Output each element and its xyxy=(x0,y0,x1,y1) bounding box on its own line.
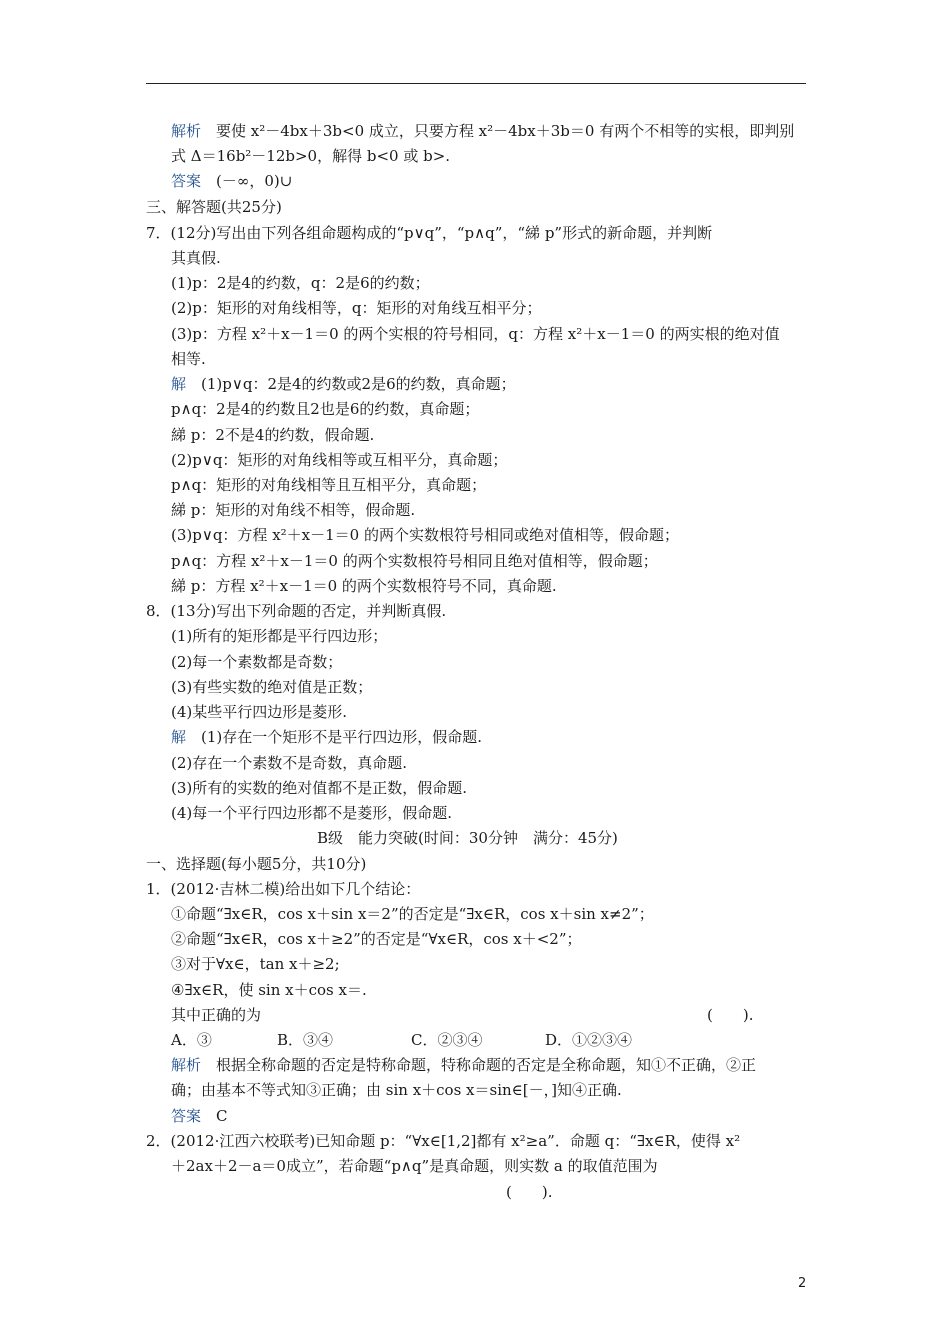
text-line xyxy=(171,298,541,318)
line-text: 要使 x²－4bx＋3b<0 成立，只要方程 x²－4bx＋3b＝0 有两个不相等的实根，即判别 xyxy=(201,122,795,140)
line-text: ①命题“∃x∈R，cos x＋sin x＝2”的否定是“∃x∈R，cos x＋sin x≠2”； xyxy=(171,905,654,923)
text-line xyxy=(171,1106,228,1126)
line-text: 1．(2012·吉林二模)给出如下几个结论： xyxy=(146,880,421,898)
line-text: (1)所有的矩形都是平行四边形； xyxy=(171,627,388,645)
line-text: 2．(2012·江西六校联考)已知命题 p：“∀x∈[1,2]都有 x²≥a”．命题 q：“∃x∈R，使得 x² xyxy=(146,1132,741,1150)
line-text: 其真假. xyxy=(171,249,221,267)
text-line xyxy=(171,727,482,747)
answer-label: 解 xyxy=(171,375,187,393)
line-text: (1)存在一个矩形不是平行四边形，假命题. xyxy=(186,728,483,746)
text-line xyxy=(171,1080,622,1100)
line-text: 式 Δ＝16b²－12b>0，解得 b<0 或 b>. xyxy=(171,147,451,165)
line-text: (3)所有的实数的绝对值都不是正数，假命题. xyxy=(171,779,468,797)
text-line xyxy=(171,904,654,924)
text-line xyxy=(171,551,658,571)
text-line xyxy=(146,601,446,621)
text-line xyxy=(277,1030,333,1050)
line-text: B级 能力突破(时间：30分钟 满分：45分) xyxy=(317,829,618,847)
text-line xyxy=(171,1030,212,1050)
text-line xyxy=(171,425,374,445)
line-text: 綈 p：方程 x²＋x－1＝0 的两个实数根符号不同，真命题. xyxy=(171,577,557,595)
line-text: 其中正确的为 xyxy=(171,1006,262,1024)
line-text: D．①②③④ xyxy=(545,1031,633,1049)
line-text: B．③④ xyxy=(277,1031,334,1049)
text-line xyxy=(171,450,507,470)
text-line xyxy=(171,778,467,798)
text-line xyxy=(411,1030,482,1050)
line-text: ④∃x∈R，使 sin x＋cos x＝. xyxy=(171,981,367,999)
text-line xyxy=(707,1005,753,1025)
line-text: p∧q：2是4的约数且2也是6的约数，真命题； xyxy=(171,400,480,418)
text-line xyxy=(171,525,679,545)
text-line xyxy=(171,803,452,823)
line-text: (3)p：方程 x²＋x－1＝0 的两个实根的符号相同，q：方程 x²＋x－1＝0 的两实根的绝对值 xyxy=(171,325,780,343)
text-line xyxy=(171,475,486,495)
line-text: (2)每一个素数都是奇数； xyxy=(171,653,343,671)
line-text: ( ). xyxy=(506,1183,553,1201)
text-line xyxy=(171,171,292,191)
line-text: A．③ xyxy=(171,1031,212,1049)
line-text: (2)p∨q：矩形的对角线相等或互相平分，真命题； xyxy=(171,451,508,469)
text-line xyxy=(171,121,794,141)
line-text: (2)p：矩形的对角线相等，q：矩形的对角线互相平分； xyxy=(171,299,542,317)
answer-label: 解析 xyxy=(171,1056,202,1074)
text-line xyxy=(146,879,420,899)
line-text: ( ). xyxy=(707,1006,754,1024)
text-line xyxy=(146,197,282,217)
text-line xyxy=(171,954,340,974)
line-text: ③对于∀x∈，tan x＋≥2; xyxy=(171,955,340,973)
text-line xyxy=(171,399,479,419)
line-text: (3)有些实数的绝对值是正数； xyxy=(171,678,373,696)
text-line xyxy=(171,500,415,520)
text-line xyxy=(171,374,516,394)
line-text: C．②③④ xyxy=(411,1031,483,1049)
text-line xyxy=(146,1131,740,1151)
text-line xyxy=(171,1156,658,1176)
line-text: 綈 p：2不是4的约数，假命题. xyxy=(171,426,375,444)
text-line xyxy=(171,753,407,773)
text-line xyxy=(171,1055,756,1075)
answer-label: 答案 xyxy=(171,1107,202,1125)
text-line xyxy=(171,146,450,166)
text-line xyxy=(171,929,582,949)
line-text: 相等. xyxy=(171,350,206,368)
line-text: (4)某些平行四边形是菱形. xyxy=(171,703,348,721)
text-line xyxy=(506,1182,552,1202)
text-line xyxy=(171,677,372,697)
text-line xyxy=(171,273,430,293)
line-text: 8．(13分)写出下列命题的否定，并判断真假. xyxy=(146,602,447,620)
text-line xyxy=(171,1005,261,1025)
text-line xyxy=(171,576,557,596)
line-text: 7．(12分)写出由下列各组命题构成的“p∨q”，“p∧q”，“綈 p”形式的新命题，并判断 xyxy=(146,224,713,242)
header-rule xyxy=(146,83,806,84)
line-text: C xyxy=(201,1107,228,1125)
line-text: p∧q：方程 x²＋x－1＝0 的两个实数根符号相同且绝对值相等，假命题； xyxy=(171,552,658,570)
line-text: 根据全称命题的否定是特称命题，特称命题的否定是全称命题，知①不正确，②正 xyxy=(201,1056,757,1074)
line-text: 三、解答题(共25分) xyxy=(146,198,282,216)
line-text: p∧q：矩形的对角线相等且互相平分，真命题； xyxy=(171,476,487,494)
text-line xyxy=(171,702,347,722)
line-text: (2)存在一个素数不是奇数，真命题. xyxy=(171,754,408,772)
answer-label: 答案 xyxy=(171,172,202,190)
text-line xyxy=(545,1030,632,1050)
text-line xyxy=(146,223,712,243)
line-text: ②命题“∃x∈R，cos x＋≥2”的否定是“∀x∈R，cos x＋<2”； xyxy=(171,930,582,948)
text-line xyxy=(171,652,342,672)
text-line xyxy=(317,828,618,848)
line-text: (1)p：2是4的约数，q：2是6的约数； xyxy=(171,274,430,292)
line-text: 一、选择题(每小题5分，共10分) xyxy=(146,855,367,873)
text-line xyxy=(171,324,780,344)
answer-label: 解 xyxy=(171,728,187,746)
text-line xyxy=(146,854,366,874)
text-line xyxy=(171,248,221,268)
text-line xyxy=(171,626,387,646)
line-text: (1)p∨q：2是4的约数或2是6的约数，真命题； xyxy=(186,375,516,393)
line-text: ＋2ax＋2－a＝0成立”，若命题“p∧q”是真命题，则实数 a 的取值范围为 xyxy=(171,1157,658,1175)
line-text: 确；由基本不等式知③正确；由 sin x＋cos x＝sin∈[－，]知④正确. xyxy=(171,1081,622,1099)
line-text: (3)p∨q：方程 x²＋x－1＝0 的两个实数根符号相同或绝对值相等，假命题； xyxy=(171,526,679,544)
line-text: (4)每一个平行四边形都不是菱形，假命题. xyxy=(171,804,453,822)
text-line xyxy=(171,980,367,1000)
text-line xyxy=(171,349,206,369)
line-text: 綈 p：矩形的对角线不相等，假命题. xyxy=(171,501,416,519)
answer-label: 解析 xyxy=(171,122,202,140)
page-number: 2 xyxy=(798,1276,807,1291)
line-text: (－∞，0)∪ xyxy=(201,172,293,190)
